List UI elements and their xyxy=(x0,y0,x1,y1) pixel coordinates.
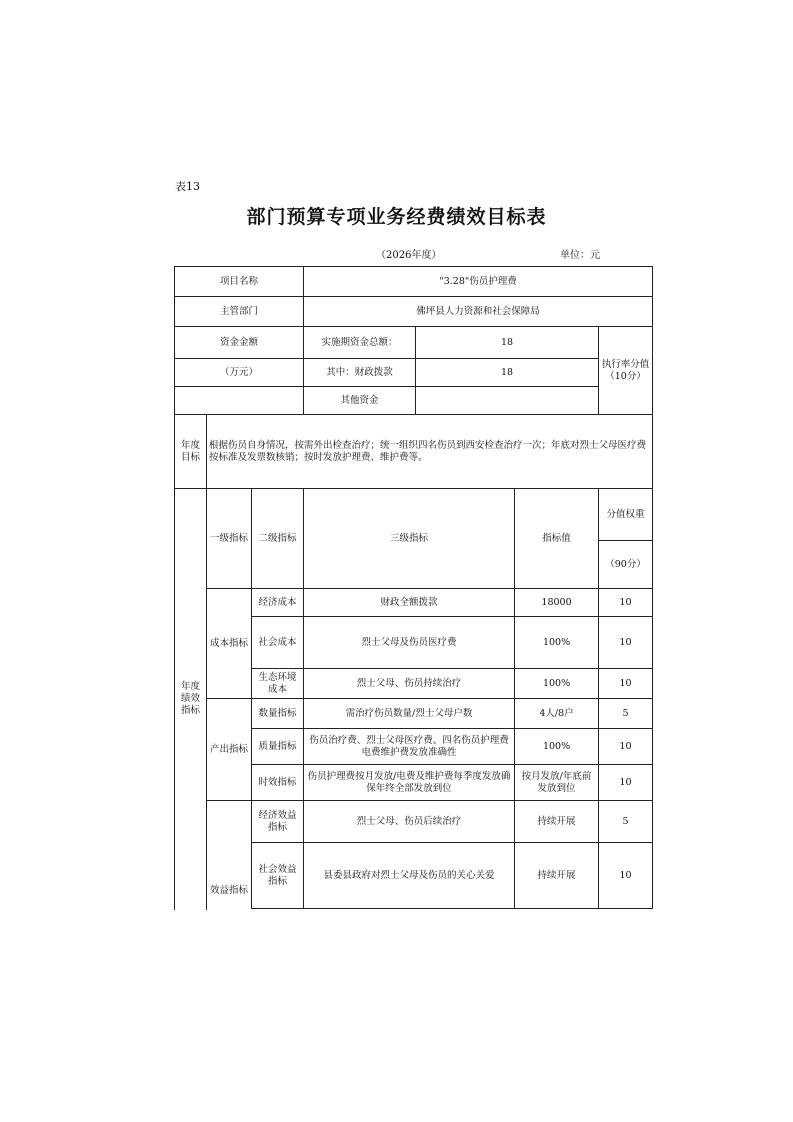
level3-indicator: 烈士父母及伤员医疗费 xyxy=(304,617,515,669)
group-cost-indicators: 成本指标 xyxy=(207,589,252,699)
table-tail-cell xyxy=(515,909,599,910)
department-value: 佛坪县人力资源和社会保障局 xyxy=(304,297,653,327)
total-funds-value: 18 xyxy=(416,327,599,359)
indicators-section-label: 年度绩效指标 xyxy=(175,489,207,910)
group-benefit-indicators: 效益指标 xyxy=(207,801,252,910)
indicator-value: 4人/8户 xyxy=(515,699,599,729)
level2-indicator: 经济成本 xyxy=(252,589,304,617)
level3-indicator: 财政全额拨款 xyxy=(304,589,515,617)
level2-indicator: 社会成本 xyxy=(252,617,304,669)
fiscal-funds-value: 18 xyxy=(416,359,599,387)
indicator-weight: 10 xyxy=(599,617,653,669)
total-funds-label: 实施期资金总额： xyxy=(304,327,416,359)
level2-indicator: 社会效益指标 xyxy=(252,843,304,909)
table-number-label: 表13 xyxy=(175,180,200,193)
indicator-value: 100% xyxy=(515,729,599,765)
level2-indicator: 时效指标 xyxy=(252,765,304,801)
col-header-weight-total: （90分） xyxy=(599,541,653,589)
indicator-value: 持续开展 xyxy=(515,801,599,843)
funds-label: 资金金额 xyxy=(175,327,304,359)
col-header-level3: 三级指标 xyxy=(304,489,515,589)
indicator-weight: 5 xyxy=(599,699,653,729)
col-header-level1: 一级指标 xyxy=(207,489,252,589)
level3-indicator: 伤员治疗费、烈士父母医疗费、四名伤员护理费电费维护费发放准确性 xyxy=(304,729,515,765)
performance-target-table xyxy=(174,266,653,909)
other-funds-value xyxy=(416,387,599,415)
level2-indicator: 经济效益指标 xyxy=(252,801,304,843)
level2-indicator: 生态环境成本 xyxy=(252,669,304,699)
level3-indicator: 县委县政府对烈士父母及伤员的关心关爱 xyxy=(304,843,515,909)
table-tail-cell xyxy=(304,909,515,910)
indicator-weight: 5 xyxy=(599,801,653,843)
page-title: 部门预算专项业务经费绩效目标表 xyxy=(246,206,547,228)
level3-indicator: 烈士父母、伤员后续治疗 xyxy=(304,801,515,843)
indicator-value: 按月发放/年底前发放到位 xyxy=(515,765,599,801)
table-tail-cell xyxy=(252,909,304,910)
annual-goal-label: 年度目标 xyxy=(175,415,207,489)
level3-indicator: 需治疗伤员数量/烈士父母户数 xyxy=(304,699,515,729)
indicator-value: 100% xyxy=(515,669,599,699)
indicator-weight: 10 xyxy=(599,765,653,801)
execution-rate-score: 执行率分值（10分） xyxy=(599,327,653,415)
level3-indicator: 烈士父母、伤员持续治疗 xyxy=(304,669,515,699)
group-output-indicators: 产出指标 xyxy=(207,699,252,801)
funds-empty-cell xyxy=(175,387,304,415)
level2-indicator: 质量指标 xyxy=(252,729,304,765)
other-funds-label: 其他资金 xyxy=(304,387,416,415)
currency-unit: 单位：元 xyxy=(560,250,600,261)
fiscal-year: （2026年度） xyxy=(376,250,442,261)
level3-indicator: 伤员护理费按月发放/电费及维护费每季度发放确保年终全部发放到位 xyxy=(304,765,515,801)
annual-goal-text: 根据伤员自身情况，按需外出检查治疗；统一组织四名伤员到西安检查治疗一次；年底对烈士父母医疗费按标准及发票数核销；按时发放护理费、维护费等。 xyxy=(207,415,653,489)
indicator-value: 100% xyxy=(515,617,599,669)
fiscal-funds-label: 其中：财政拨款 xyxy=(304,359,416,387)
indicator-value: 持续开展 xyxy=(515,843,599,909)
project-name-label: 项目名称 xyxy=(175,267,304,297)
col-header-level2: 二级指标 xyxy=(252,489,304,589)
project-name-value: "3.28"伤员护理费 xyxy=(304,267,653,297)
indicator-weight: 10 xyxy=(599,669,653,699)
indicator-weight: 10 xyxy=(599,589,653,617)
level2-indicator: 数量指标 xyxy=(252,699,304,729)
funds-unit: （万元） xyxy=(175,359,304,387)
col-header-weight: 分值权重 xyxy=(599,489,653,541)
col-header-value: 指标值 xyxy=(515,489,599,589)
table-tail-cell xyxy=(599,909,653,910)
indicator-value: 18000 xyxy=(515,589,599,617)
indicator-weight: 10 xyxy=(599,843,653,909)
department-label: 主管部门 xyxy=(175,297,304,327)
indicator-weight: 10 xyxy=(599,729,653,765)
